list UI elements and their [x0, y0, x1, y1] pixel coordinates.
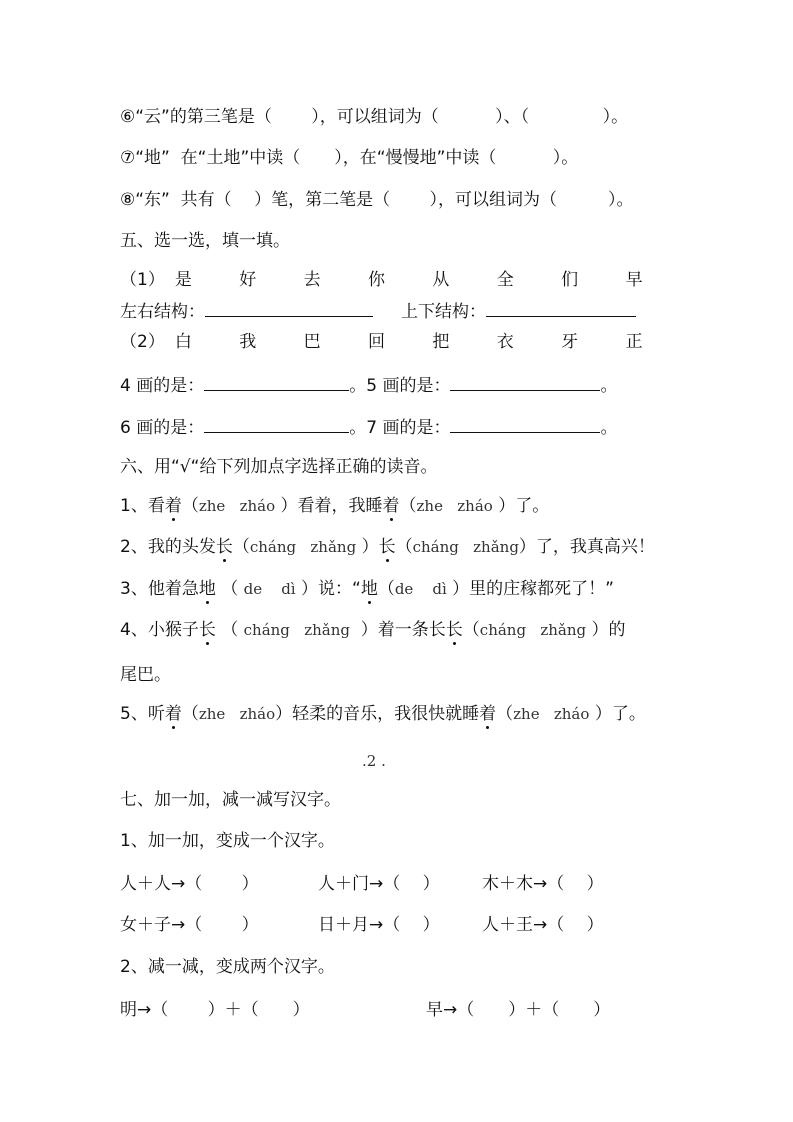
question-7: ⑦“地” 在“土地”中读（ ），在“慢慢地”中读（ ）。: [120, 148, 579, 168]
dotted-char: 着: [164, 704, 182, 724]
stroke4-label: 4 画的是：: [120, 376, 205, 396]
text: （: [215, 620, 244, 640]
group1-label: （1）: [120, 270, 165, 290]
pinyin-options[interactable]: zhe zháo: [198, 497, 276, 515]
text: 5、听: [120, 704, 165, 724]
part1-title: 1、加一加，变成一个汉字。: [120, 831, 335, 851]
char: 衣: [496, 332, 514, 352]
char: 早: [625, 270, 643, 290]
pinyin-options[interactable]: de dì: [243, 580, 296, 598]
text: ）轻柔的音乐，我很快就睡: [275, 704, 480, 724]
dotted-char: 地: [360, 579, 378, 599]
sub-item: 早→（ ）＋（ ）: [426, 1000, 611, 1020]
sub-row: [120, 999, 610, 1021]
add-item: 木＋木→（ ）: [482, 874, 604, 894]
add-row-1: [120, 873, 604, 895]
text: （: [395, 537, 413, 557]
char: 白: [174, 332, 192, 352]
stroke-row-2: [120, 414, 617, 439]
pinyin-options[interactable]: cháng zhǎng: [412, 538, 519, 556]
top-bottom-label: 上下结构：: [401, 302, 486, 322]
text: 4、小猴子: [120, 620, 199, 640]
char: 好: [239, 270, 257, 290]
char: 全: [496, 270, 514, 290]
text: （: [399, 496, 417, 516]
pinyin-question-2: [120, 536, 655, 558]
left-right-blank[interactable]: [205, 298, 373, 317]
pinyin-question-4-cont: 尾巴。: [120, 665, 171, 685]
dotted-char: 着: [382, 496, 400, 516]
text: （: [181, 496, 199, 516]
add-item: 人＋王→（ ）: [482, 915, 604, 935]
char: 从: [432, 270, 450, 290]
dotted-char: 长: [198, 620, 216, 640]
char: 是: [174, 270, 192, 290]
pinyin-options[interactable]: cháng zhǎng: [479, 621, 587, 639]
stroke6-label: 6 画的是：: [120, 418, 205, 438]
add-item: 女＋子→（ ）: [120, 915, 259, 935]
pinyin-question-3: [120, 578, 614, 600]
add-item: 日＋月→（ ）: [318, 915, 440, 935]
pinyin-options[interactable]: zhe zháo: [416, 497, 493, 515]
dotted-char: 长: [445, 620, 463, 640]
char: 我: [239, 332, 257, 352]
pinyin-options[interactable]: zhe zháo: [513, 705, 590, 723]
stroke-row-1: [120, 372, 617, 397]
add-item: 人＋门→（ ）: [318, 874, 440, 894]
text: 2、我的头发: [120, 537, 216, 557]
text: ）了。: [492, 496, 550, 516]
stroke5-label: 5 画的是：: [366, 376, 451, 396]
add-row-2: [120, 914, 604, 936]
period: 。: [600, 418, 618, 438]
char: 牙: [561, 332, 579, 352]
page-number: .2 .: [362, 752, 386, 770]
question-6: ⑥“云”的第三笔是（ ），可以组词为（ ）、（ ）。: [120, 107, 629, 127]
dotted-char: 地: [198, 579, 216, 599]
pinyin-question-5: [120, 703, 646, 725]
text: ）着一条长: [349, 620, 446, 640]
group1-row: [120, 269, 690, 291]
period: 。: [349, 376, 367, 396]
char: 你: [368, 270, 385, 290]
text: （: [496, 704, 514, 724]
char: 回: [368, 332, 385, 352]
pinyin-question-4: [120, 619, 626, 641]
period: 。: [349, 418, 367, 438]
text: （: [377, 579, 395, 599]
text: ）了。: [589, 704, 646, 724]
pinyin-question-1: [120, 495, 549, 517]
pinyin-options[interactable]: de dì: [394, 580, 447, 598]
question-8: ⑧“东” 共有（ ）笔，第二笔是（ ），可以组词为（ ）。: [120, 190, 634, 210]
text: （: [462, 620, 480, 640]
text: ）的: [586, 620, 626, 640]
text: （: [232, 537, 250, 557]
stroke4-blank[interactable]: [204, 372, 349, 391]
section6-title: 六、用“√“给下列加点字选择正确的读音。: [120, 457, 438, 477]
text: ）了，我真高兴！: [518, 537, 655, 557]
pinyin-options[interactable]: cháng zhǎng: [249, 538, 357, 556]
text: 3、他着急: [120, 579, 199, 599]
group2-label: （2）: [120, 332, 165, 352]
section5-title: 五、选一选，填一填。: [120, 231, 290, 251]
dotted-char: 长: [378, 537, 396, 557]
stroke7-label: 7 画的是：: [366, 418, 451, 438]
text: ）看着，我睡: [275, 496, 383, 516]
text: ）: [356, 537, 379, 557]
char: 巴: [303, 332, 321, 352]
char: 正: [625, 332, 643, 352]
stroke7-blank[interactable]: [450, 414, 600, 433]
dotted-char: 长: [215, 537, 233, 557]
section7-title: 七、加一加，减一减写汉字。: [120, 790, 341, 810]
text: （: [181, 704, 199, 724]
char: 去: [303, 270, 321, 290]
text: （: [215, 579, 244, 599]
top-bottom-blank[interactable]: [486, 298, 636, 317]
stroke5-blank[interactable]: [450, 372, 600, 391]
char: 把: [432, 332, 450, 352]
text: 1、看: [120, 496, 165, 516]
pinyin-options[interactable]: zhe zháo: [198, 705, 276, 723]
char: 们: [561, 270, 579, 290]
sub-item: 明→（ ）＋（ ）: [120, 1000, 310, 1020]
text: ）说：“: [295, 579, 361, 599]
part2-title: 2、减一减，变成两个汉字。: [120, 957, 335, 977]
add-item: 人＋人→（ ）: [120, 874, 259, 894]
stroke6-blank[interactable]: [204, 414, 349, 433]
left-right-label: 左右结构：: [120, 302, 205, 322]
pinyin-options[interactable]: cháng zhǎng: [243, 621, 350, 639]
dotted-char: 着: [479, 704, 497, 724]
period: 。: [600, 376, 618, 396]
group2-row: [120, 331, 690, 353]
text: ）里的庄稼都死了！”: [446, 579, 614, 599]
structure-row: [120, 298, 636, 323]
dotted-char: 着: [164, 496, 182, 516]
